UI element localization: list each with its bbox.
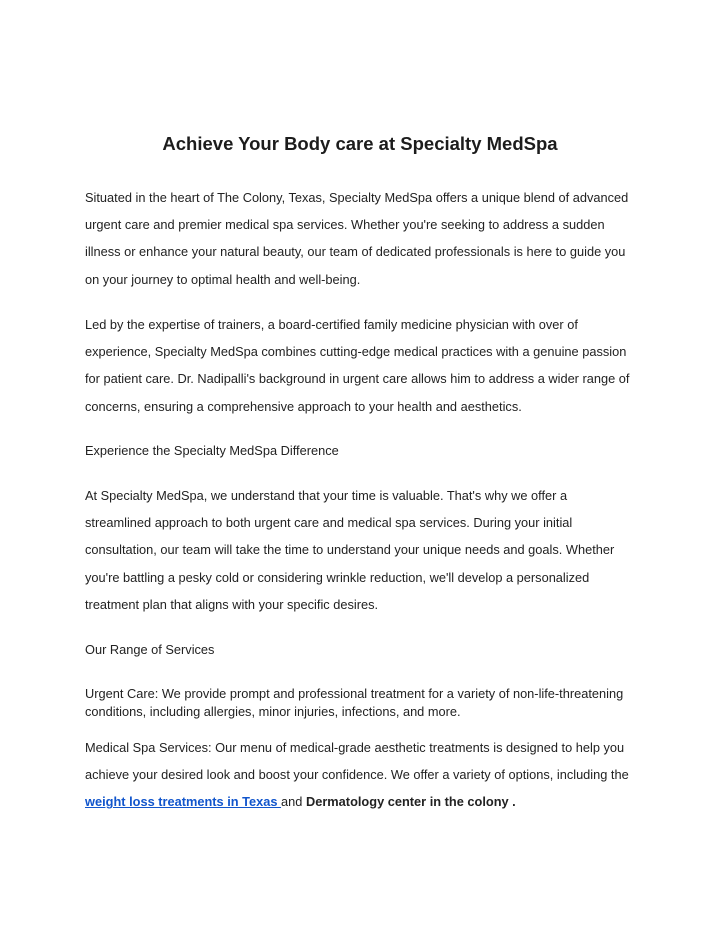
- spa-services-paragraph: [85, 734, 645, 816]
- page-title: Achieve Your Body care at Specialty MedSpa: [162, 133, 558, 154]
- text-line: urgent care and premier medical spa services. Whether you're seeking to address a sudden: [85, 217, 605, 233]
- services-heading: [85, 636, 645, 663]
- connector-text: and: [281, 794, 306, 810]
- text-line: experience, Specialty MedSpa combines cutting-edge medical practices with a genuine passion: [85, 344, 627, 360]
- leadership-paragraph: [85, 311, 645, 420]
- text-line: concerns, ensuring a comprehensive approach to your health and aesthetics.: [85, 398, 522, 414]
- dermatology-center-text: Dermatology center in the colony .: [305, 794, 516, 810]
- text-line: on your journey to optimal health and well-being.: [85, 271, 361, 287]
- urgent-care-paragraph: [85, 685, 645, 722]
- heading-text: Experience the Specialty MedSpa Difference: [85, 443, 339, 458]
- text-line-with-link: [85, 788, 645, 815]
- text-line: Situated in the heart of The Colony, Texas, Specialty MedSpa offers a unique blend of advanced: [85, 190, 629, 205]
- text-line: streamlined approach to both urgent care and medical spa services. During your initial: [85, 515, 573, 531]
- intro-paragraph: [85, 184, 645, 293]
- text-line: Medical Spa Services: Our menu of medical-grade aesthetic treatments is designed to help you: [85, 740, 625, 755]
- difference-paragraph: [85, 482, 645, 618]
- text-line: illness or enhance your natural beauty, our team of dedicated professionals is here to guide you: [85, 244, 626, 260]
- heading-text: Our Range of Services: [85, 642, 215, 657]
- text-line: consultation, our team will take the time to understand your unique needs and goals. Whether: [85, 542, 615, 558]
- text-line: achieve your desired look and boost your confidence. We offer a variety of options, including the: [85, 767, 629, 783]
- text-line: treatment plan that aligns with your specific desires.: [85, 596, 379, 612]
- text-line: conditions, including allergies, minor injuries, infections, and more.: [85, 704, 461, 720]
- text-line: Urgent Care: We provide prompt and professional treatment for a variety of non-life-threatening: [85, 686, 624, 701]
- text-line: At Specialty MedSpa, we understand that your time is valuable. That's why we offer a: [85, 488, 568, 503]
- weight-loss-treatments-link[interactable]: weight loss treatments in Texas: [85, 794, 282, 810]
- text-line: you're battling a pesky cold or considering wrinkle reduction, we'll develop a personalized: [85, 569, 590, 585]
- text-line: for patient care. Dr. Nadipalli's background in urgent care allows him to address a wider range of: [85, 371, 630, 387]
- text-line: Led by the expertise of trainers, a board-certified family medicine physician with over of: [85, 317, 578, 332]
- difference-heading: [85, 437, 645, 464]
